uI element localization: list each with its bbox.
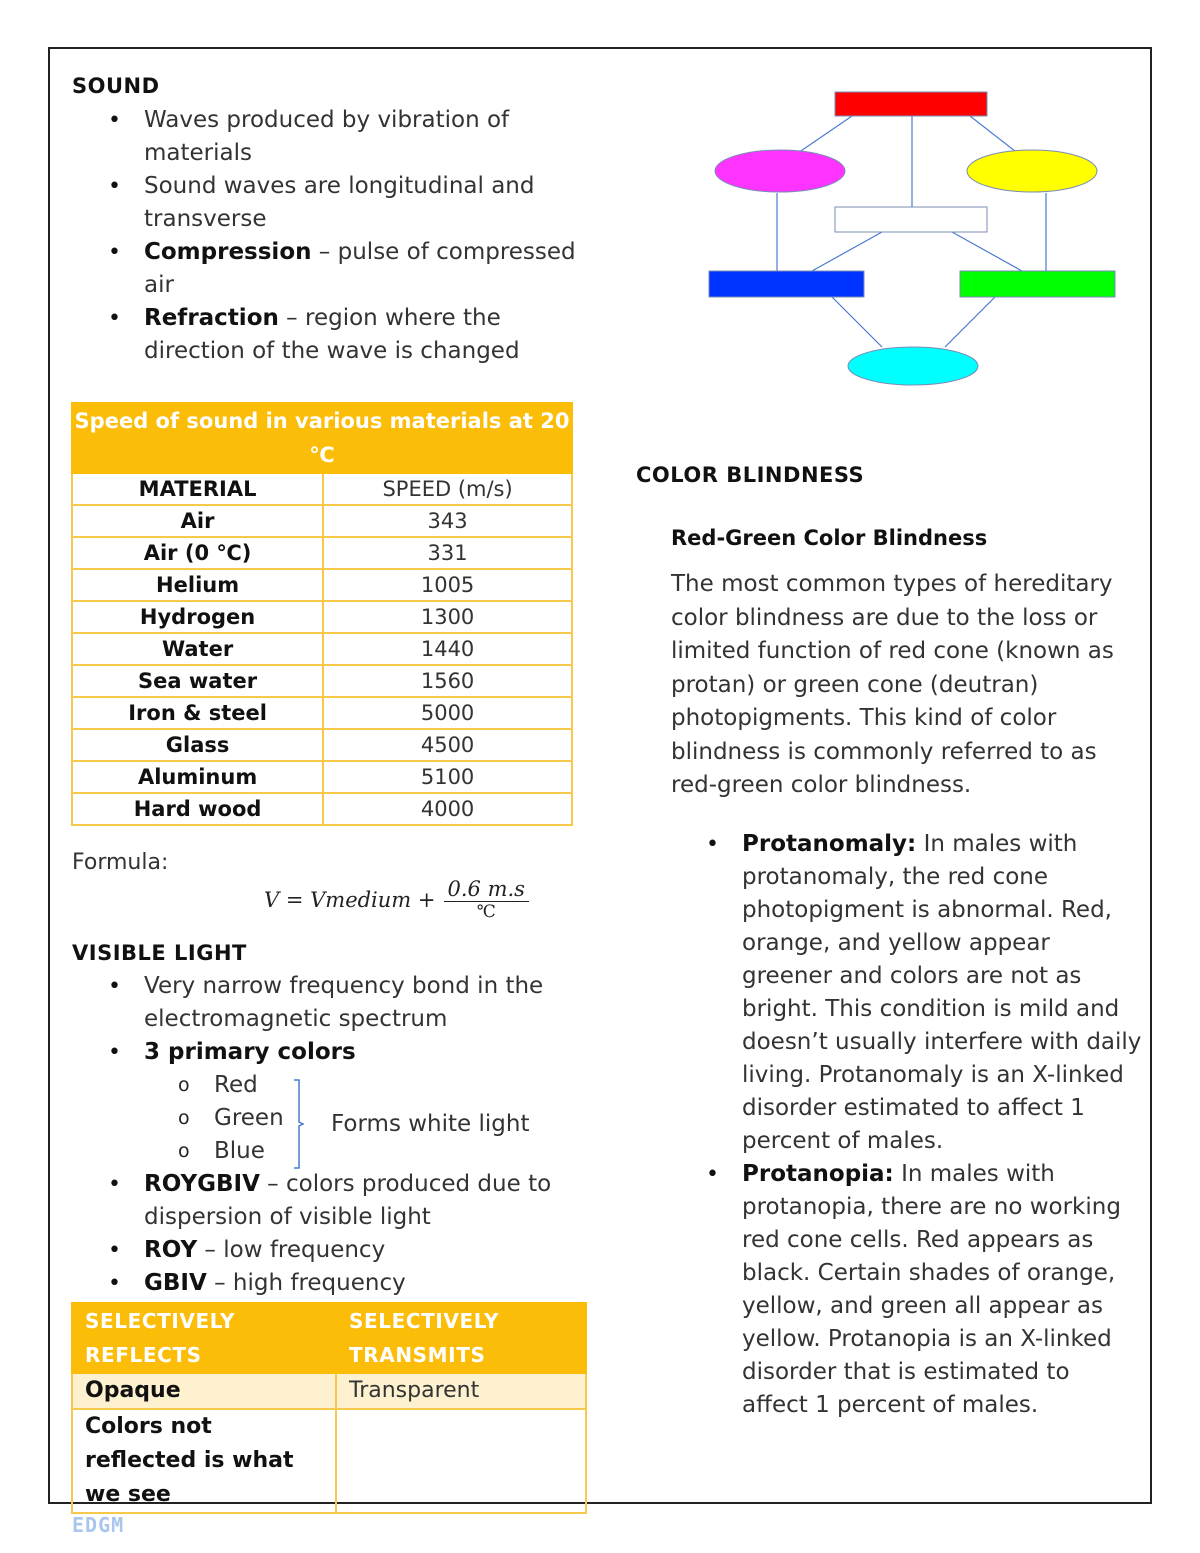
material-cell: Air (0 ℃) (72, 537, 323, 569)
formula-label: Formula: (72, 850, 169, 875)
table-row (72, 729, 572, 761)
speed-cell: 1300 (323, 601, 572, 633)
table-row (72, 633, 572, 665)
list-item: • Refraction – region where the direction of the wave is changed (72, 302, 582, 368)
table-row (72, 569, 572, 601)
diagram-center-rect (835, 207, 987, 232)
visible-light-heading: VISIBLE LIGHT (72, 941, 247, 965)
bracket-icon (290, 1078, 304, 1170)
diagram-left-oval (715, 150, 845, 192)
formula-numerator: 0.6 m.s (444, 877, 529, 902)
sound-heading: SOUND (72, 74, 160, 98)
speed-table (71, 402, 573, 826)
list-item: • Compression – pulse of compressed air (72, 236, 582, 302)
red-green-subtitle: Red-Green Color Blindness (671, 526, 988, 550)
color-blue: o Blue (72, 1135, 582, 1168)
speed-cell: 4000 (323, 793, 572, 825)
edgm-logo: EDGM (72, 1513, 125, 1537)
table-row (72, 793, 572, 825)
list-item: • GBIV – high frequency (72, 1267, 582, 1300)
list-item: • ROY – low frequency (72, 1234, 582, 1267)
speed-cell: 1560 (323, 665, 572, 697)
material-cell: Helium (72, 569, 323, 601)
color-green: o Green (72, 1102, 582, 1135)
list-item: • Waves produced by vibration of materials (72, 104, 582, 170)
diagram-top-rect (835, 92, 987, 116)
speed-cell: 1440 (323, 633, 572, 665)
sel-empty-cell (336, 1409, 586, 1513)
col-speed: SPEED (m/s) (323, 473, 572, 505)
list-item: • Very narrow frequency bond in the electromagnetic spectrum (72, 970, 582, 1036)
diagram-right-rect (960, 271, 1115, 297)
formula-lhs: V = Vmedium + (264, 887, 436, 912)
speed-table-title: Speed of sound in various materials at 20 ℃ (72, 403, 572, 473)
sel-opaque: Opaque (72, 1373, 336, 1409)
material-cell: Sea water (72, 665, 323, 697)
list-item: • Protanopia: In males with protanopia, there are no working red cone cells. Red appears as black. Certain shades of orange, yellow, and green all appear as yellow. Protanopia is an X-linked disorder that is estimated to affect 1 percent of males. (670, 1158, 1142, 1422)
selective-table (71, 1302, 587, 1514)
color-red: o Red (72, 1069, 582, 1102)
formula-denominator: ℃ (476, 902, 496, 922)
table-row (72, 601, 572, 633)
sel-header-reflects: SELECTIVELY REFLECTS (72, 1303, 336, 1373)
material-cell: Hydrogen (72, 601, 323, 633)
list-item: • 3 primary colors (72, 1036, 582, 1069)
material-cell: Glass (72, 729, 323, 761)
list-item: • Protanomaly: In males with protanomaly, the red cone photopigment is abnormal. Red, orange, and yellow appear greener and colors are not as bright. This condition is mild and doesn’t usually interfere with daily living. Protanomaly is an X-linked disorder estimated to affect 1 percent of males. (670, 828, 1142, 1158)
color-blindness-list (670, 828, 1142, 1422)
forms-white-light: Forms white light (331, 1111, 530, 1137)
material-cell: Water (72, 633, 323, 665)
speed-cell: 5100 (323, 761, 572, 793)
sel-transparent: Transparent (336, 1373, 586, 1409)
table-row (72, 665, 572, 697)
speed-cell: 1005 (323, 569, 572, 601)
material-cell: Hard wood (72, 793, 323, 825)
speed-cell: 4500 (323, 729, 572, 761)
speed-cell: 343 (323, 505, 572, 537)
material-cell: Aluminum (72, 761, 323, 793)
col-material: MATERIAL (72, 473, 323, 505)
color-blindness-heading: COLOR BLINDNESS (636, 463, 865, 487)
table-row (72, 505, 572, 537)
table-row (72, 537, 572, 569)
speed-cell: 5000 (323, 697, 572, 729)
diagram-left-rect (709, 271, 864, 297)
sel-header-transmits: SELECTIVELY TRANSMITS (336, 1303, 586, 1373)
sel-colors-not-reflected: Colors not reflected is what we see (72, 1409, 336, 1513)
material-cell: Air (72, 505, 323, 537)
color-diagram (700, 80, 1130, 400)
sound-list (72, 104, 582, 368)
table-row (72, 697, 572, 729)
list-item: • Sound waves are longitudinal and transverse (72, 170, 582, 236)
table-row (72, 761, 572, 793)
color-blindness-paragraph: The most common types of hereditary color blindness are due to the loss or limited function of red cone (known as protan) or green cone (deutran) photopigments. This kind of color blindness is commonly referred to as red-green color blindness. (671, 571, 1114, 798)
speed-cell: 331 (323, 537, 572, 569)
material-cell: Iron & steel (72, 697, 323, 729)
formula (264, 877, 529, 922)
diagram-right-oval (967, 150, 1097, 192)
list-item: • ROYGBIV – colors produced due to dispersion of visible light (72, 1168, 582, 1234)
diagram-bottom-oval (848, 347, 978, 385)
